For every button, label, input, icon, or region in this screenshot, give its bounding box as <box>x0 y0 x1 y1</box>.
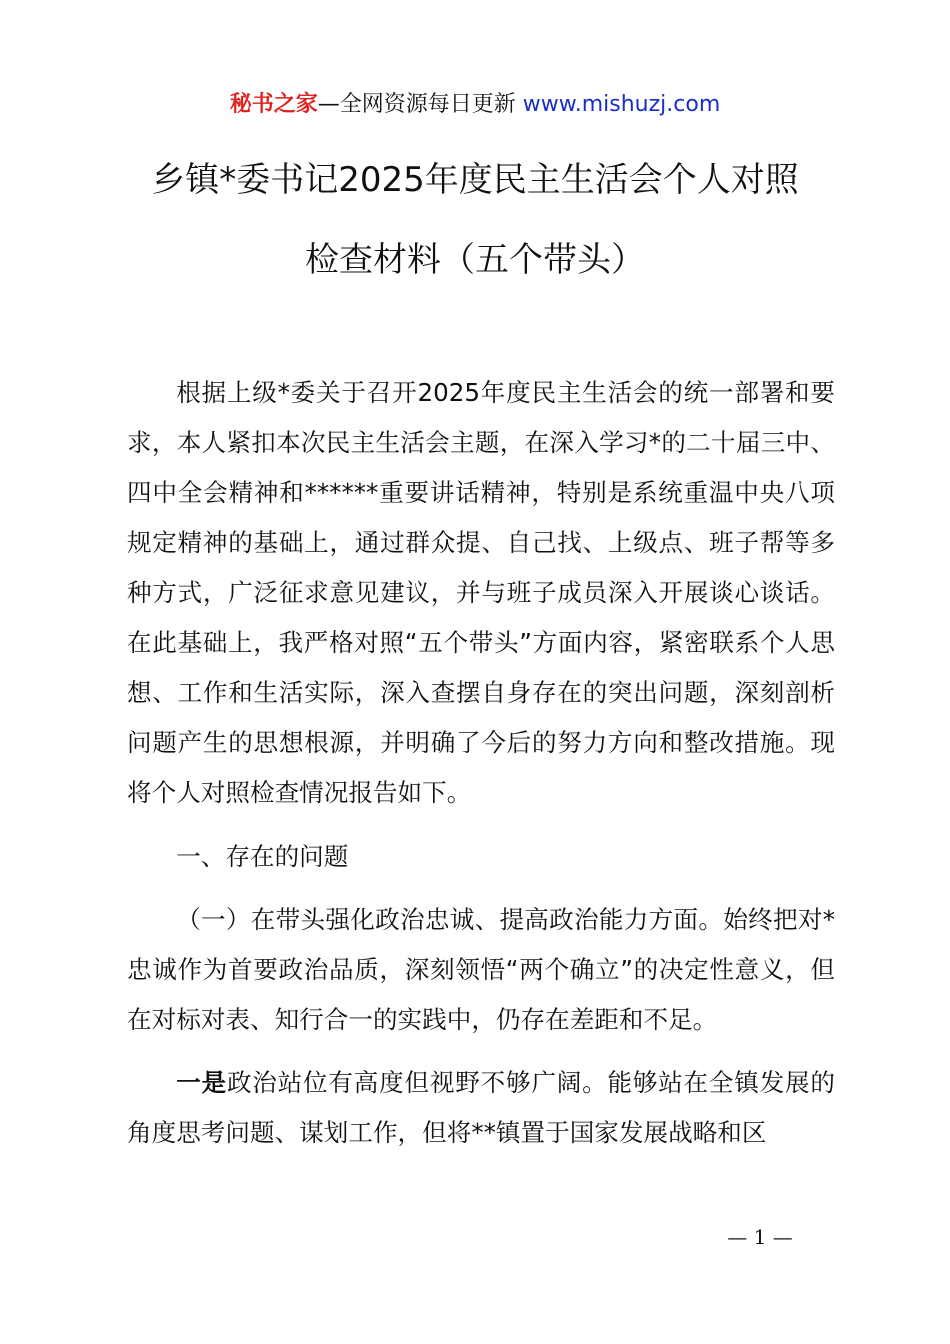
subsection-political-loyalty: （一）在带头强化政治忠诚、提高政治能力方面。始终把对*忠诚作为首要政治品质，深刻领悟“两个确立”的决定性意义，但在对标对表、知行合一的实践中，仍存在差距和不足。 <box>127 905 835 1034</box>
document-title-line-1: 乡镇*委书记2025年度民主生活会个人对照 <box>151 160 799 200</box>
site-tagline: —全网资源每日更新 <box>317 92 516 117</box>
intro-paragraph: 根据上级*委关于召开2025年度民主生活会的统一部署和要求，本人紧扣本次民主生活会主题，在深入学习*的二十届三中、四中全会精神和******重要讲话精神，特别是系统重温中央八项规定精神的基础上，通过群众提、自己找、上级点、班子帮等多种方式，广泛征求意见建议，并与班子成员深入开展谈心谈话。在此基础上，我严格对照“五个带头”方面内容，紧密联系个人思想、工作和生活实际，深入查摆自身存在的突出问题，深刻剖析问题产生的思想根源，并明确了今后的努力方向和整改措施。现将个人对照检查情况报告如下。 <box>127 378 835 807</box>
site-brand: 秘书之家 <box>229 92 318 117</box>
section-heading-problems: 一、存在的问题 <box>176 842 349 871</box>
point-label: 一是 <box>176 1068 227 1097</box>
site-header-banner <box>0 88 950 122</box>
document-title <box>118 158 832 318</box>
site-url-link[interactable]: www.mishuzj.com <box>522 92 721 117</box>
document-title-line-2: 检查材料（五个带头） <box>305 240 645 280</box>
page-number: — 1 — <box>727 1225 793 1249</box>
point-paragraph-1 <box>127 1058 835 1158</box>
document-body <box>127 368 835 1158</box>
point-text: 政治站位有高度但视野不够广阔。能够站在全镇发展的角度思考问题、谋划工作，但将**镇置于国家发展战略和区 <box>127 1068 835 1147</box>
